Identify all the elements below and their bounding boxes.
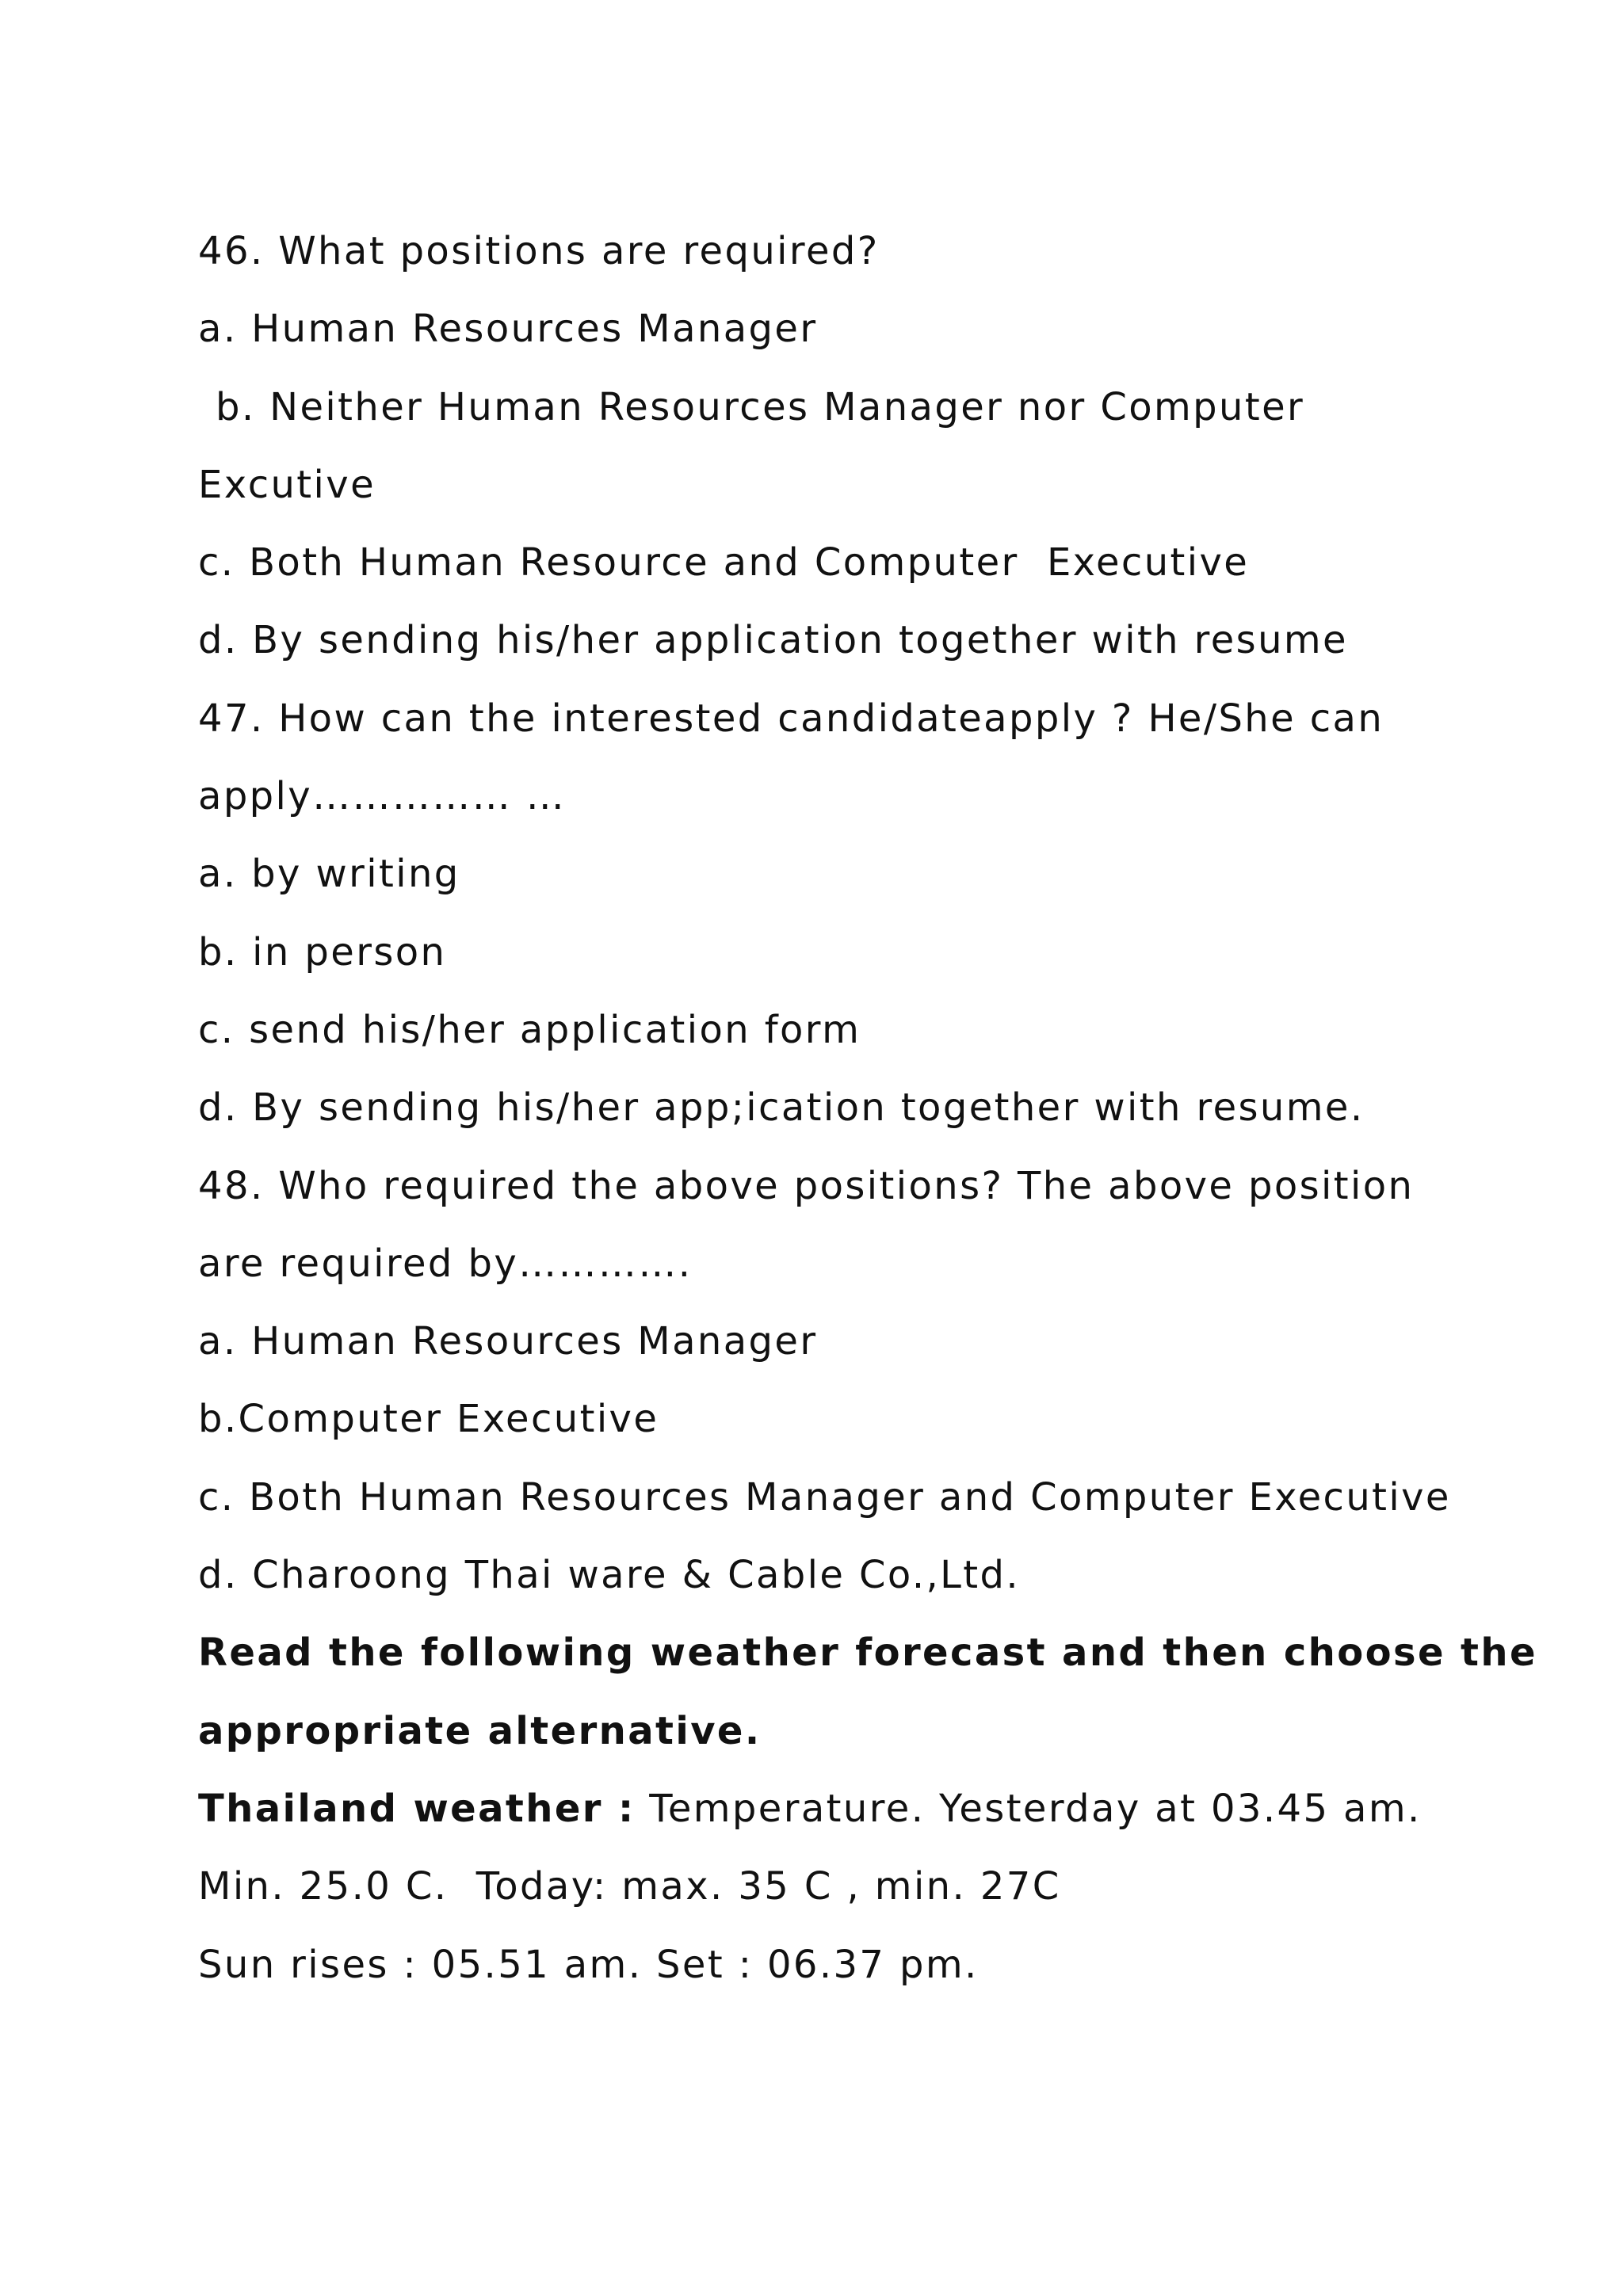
- weather-temperature-text: Temperature. Yesterday at 03.45 am.: [635, 1786, 1422, 1831]
- q47-option-a: a. by writing: [198, 852, 460, 897]
- q46-option-d: d. By sending his/her application together with resume: [198, 618, 1348, 663]
- question-46: 46. What positions are required?: [198, 229, 880, 273]
- q48-option-c: c. Both Human Resources Manager and Computer Executive: [198, 1474, 1451, 1520]
- instruction-line-2: appropriate alternative.: [198, 1708, 762, 1753]
- q47-option-c: c. send his/her application form: [198, 1007, 861, 1052]
- weather-label: Thailand weather :: [198, 1786, 636, 1831]
- question-48-continued: are required by………….: [198, 1241, 693, 1286]
- q47-option-d: d. By sending his/her app;ication together with resume.: [198, 1085, 1365, 1131]
- q46-option-b-continued: Excutive: [198, 462, 376, 507]
- instruction-line-1: Read the following weather forecast and then choose the: [198, 1630, 1537, 1676]
- q46-option-c: c. Both Human Resource and Computer Executive: [198, 540, 1250, 585]
- question-47-continued: apply…………… …: [198, 774, 567, 819]
- weather-line-1: [198, 1770, 1545, 1848]
- q46-option-b: b. Neither Human Resources Manager nor Computer: [216, 384, 1305, 429]
- question-47: 47. How can the interested candidateapply ? He/She can: [198, 696, 1384, 741]
- q48-option-d: d. Charoong Thai ware & Cable Co.,Ltd.: [198, 1553, 1021, 1598]
- q46-option-a: a. Human Resources Manager: [198, 307, 818, 352]
- weather-line-2: Min. 25.0 C. Today: max. 35 C , min. 27C: [198, 1864, 1061, 1909]
- weather-line-3: Sun rises : 05.51 am. Set : 06.37 pm.: [198, 1942, 979, 1987]
- q48-option-b: b.Computer Executive: [198, 1397, 659, 1442]
- q47-option-b: b. in person: [198, 929, 447, 974]
- q48-option-a: a. Human Resources Manager: [198, 1319, 818, 1364]
- question-48: 48. Who required the above positions? The above position: [198, 1163, 1415, 1208]
- document-page: [198, 212, 1545, 2004]
